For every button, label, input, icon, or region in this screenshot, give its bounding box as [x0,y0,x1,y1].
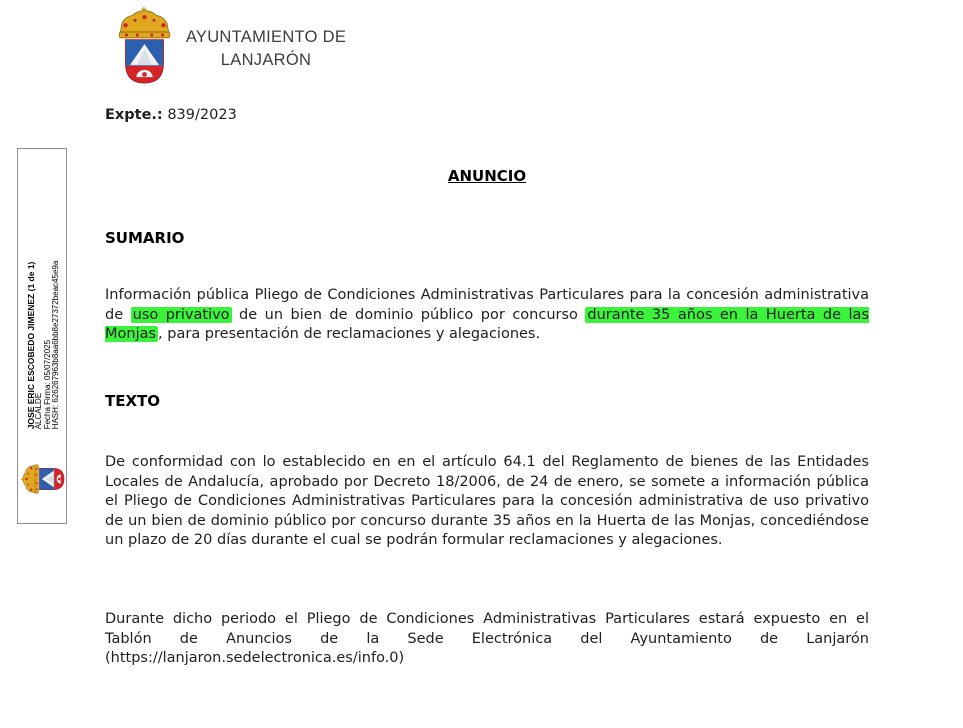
signature-stamp [17,148,67,524]
signer-name: JOSE ERIC ESCOBEDO JIMENEZ (1 de 1) [26,261,37,430]
stamp-coat-of-arms [21,461,66,498]
highlight-durante-35-anos: durante 35 años en la Huerta de las Monjas [105,306,869,342]
texto-paragraph: De conformidad con lo establecido en en el artículo 64.1 del Reglamento de bienes de las Entidades Locales de Andalucía, aprobado por Decreto 18/2006, de 24 de enero, se somete a información pública el Pliego de Condiciones Administrativas Particulares para la concesión administrativa de uso privativo de un bien de dominio público por concurso durante 35 años en la Huerta de las Monjas, concediéndose un plazo de 20 días durante el cual se podrán formular reclamaciones y alegaciones. [105,454,869,548]
org-name-line2: LANJARÓN [220,51,312,69]
signature-hash: HASH: 626267963b8aa6bb8e27372beac45e9a [51,260,61,430]
expedient-value: 839/2023 [167,107,237,123]
expedient-label: Expte.: [105,107,163,123]
closing-text-1: Durante dicho periodo el Pliego de Condiciones Administrativas Particulares estará expuesto en el Tablón de Anuncios de la Sede Electrónica del Ayuntamiento de Lanjarón ( [105,611,869,666]
document-body [105,0,869,728]
summary-text-1: Información pública Pliego de Condiciones Administrativas Particulares para la concesión administrativa de [105,287,869,323]
summary-paragraph [105,286,869,345]
org-name-line1: AYUNTAMIENTO DE [185,28,347,46]
signature-stamp-text [27,261,61,430]
closing-text-2: ) [398,650,405,666]
sede-electronica-link[interactable]: https://lanjaron.sedelectronica.es/info.0 [110,650,399,666]
texto-heading: TEXTO [105,392,161,410]
document-title: ANUNCIO [447,167,527,185]
summary-text-2: de un bien de dominio público por concurso [231,306,586,323]
summary-text-3: , para presentación de reclamaciones y alegaciones. [158,326,541,342]
sumario-heading: SUMARIO [105,229,185,247]
signer-role: ALCALDE [34,392,44,430]
highlight-uso-privativo: uso privativo [132,306,230,323]
signature-date: Fecha Firma: 05/07/2025 [43,339,52,430]
closing-paragraph [105,610,869,669]
